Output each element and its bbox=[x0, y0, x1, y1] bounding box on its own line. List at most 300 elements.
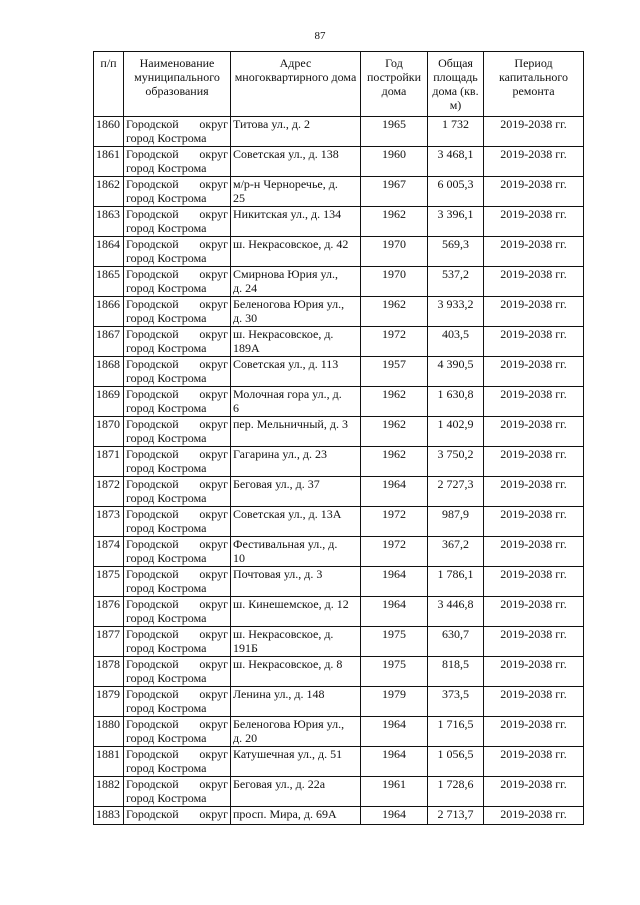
address-cell bbox=[231, 417, 361, 447]
period-cell bbox=[484, 687, 584, 717]
area-cell bbox=[428, 567, 484, 597]
row-number-text: 1872 bbox=[96, 477, 120, 491]
table-row bbox=[94, 297, 584, 327]
row-number bbox=[94, 147, 124, 177]
municipality-cell bbox=[124, 807, 231, 825]
municipality-cell bbox=[124, 447, 231, 477]
address-line1: просп. Мира, д. 69А bbox=[233, 807, 337, 821]
area-cell bbox=[428, 417, 484, 447]
table-row bbox=[94, 477, 584, 507]
municipality-word2: округ bbox=[199, 297, 228, 311]
area-cell bbox=[428, 627, 484, 657]
municipality-line1 bbox=[126, 507, 228, 521]
area-cell bbox=[428, 297, 484, 327]
table-row bbox=[94, 207, 584, 237]
area-cell bbox=[428, 357, 484, 387]
table-row bbox=[94, 507, 584, 537]
housing-registry-table bbox=[93, 51, 584, 825]
municipality-line1 bbox=[126, 777, 228, 791]
area-text: 630,7 bbox=[442, 627, 469, 641]
table-row bbox=[94, 627, 584, 657]
period-text: 2019-2038 гг. bbox=[500, 747, 567, 761]
municipality-word2: округ bbox=[199, 477, 228, 491]
municipality-line2: город Кострома bbox=[126, 701, 207, 715]
year-cell bbox=[361, 447, 428, 477]
row-number-text: 1868 bbox=[96, 357, 120, 371]
period-cell bbox=[484, 627, 584, 657]
row-number-text: 1869 bbox=[96, 387, 120, 401]
row-number-text: 1881 bbox=[96, 747, 120, 761]
municipality-word2: округ bbox=[199, 507, 228, 521]
municipality-word2: округ bbox=[199, 327, 228, 341]
year-text: 1961 bbox=[382, 777, 406, 791]
row-number-text: 1863 bbox=[96, 207, 120, 221]
period-cell bbox=[484, 807, 584, 825]
municipality-word2: округ bbox=[199, 747, 228, 761]
period-text: 2019-2038 гг. bbox=[500, 777, 567, 791]
area-text: 3 468,1 bbox=[437, 147, 474, 161]
header-municipality: Наименование муниципального образования bbox=[124, 52, 231, 117]
period-text: 2019-2038 гг. bbox=[500, 177, 567, 191]
row-number bbox=[94, 267, 124, 297]
municipality-line1 bbox=[126, 357, 228, 371]
row-number-text: 1861 bbox=[96, 147, 120, 161]
area-text: 3 446,8 bbox=[437, 597, 474, 611]
municipality-line1 bbox=[126, 657, 228, 671]
municipality-word1: Городской bbox=[126, 537, 179, 551]
municipality-word2: округ bbox=[199, 807, 228, 821]
municipality-line2: город Кострома bbox=[126, 671, 207, 685]
period-text: 2019-2038 гг. bbox=[500, 807, 567, 821]
municipality-line1 bbox=[126, 447, 228, 461]
municipality-cell bbox=[124, 597, 231, 627]
address-line2: 10 bbox=[233, 551, 245, 565]
municipality-word1: Городской bbox=[126, 117, 179, 131]
row-number-text: 1875 bbox=[96, 567, 120, 581]
municipality-cell bbox=[124, 297, 231, 327]
row-number bbox=[94, 627, 124, 657]
municipality-line2: город Кострома bbox=[126, 641, 207, 655]
municipality-line1 bbox=[126, 627, 228, 641]
address-line1: Беговая ул., д. 22а bbox=[233, 777, 326, 791]
address-cell bbox=[231, 447, 361, 477]
address-cell bbox=[231, 177, 361, 207]
row-number-text: 1874 bbox=[96, 537, 120, 551]
area-text: 1 786,1 bbox=[437, 567, 474, 581]
period-cell bbox=[484, 657, 584, 687]
area-cell bbox=[428, 147, 484, 177]
address-line1: Гагарина ул., д. 23 bbox=[233, 447, 327, 461]
year-text: 1962 bbox=[382, 297, 406, 311]
period-cell bbox=[484, 207, 584, 237]
address-cell bbox=[231, 567, 361, 597]
address-cell bbox=[231, 747, 361, 777]
municipality-line2: город Кострома bbox=[126, 131, 207, 145]
municipality-cell bbox=[124, 777, 231, 807]
municipality-line1 bbox=[126, 207, 228, 221]
period-cell bbox=[484, 267, 584, 297]
municipality-line2: город Кострома bbox=[126, 611, 207, 625]
address-line1: Советская ул., д. 113 bbox=[233, 357, 339, 371]
year-text: 1975 bbox=[382, 627, 406, 641]
area-text: 373,5 bbox=[442, 687, 469, 701]
municipality-cell bbox=[124, 357, 231, 387]
row-number-text: 1880 bbox=[96, 717, 120, 731]
municipality-line2: город Кострома bbox=[126, 761, 207, 775]
year-cell bbox=[361, 207, 428, 237]
period-text: 2019-2038 гг. bbox=[500, 627, 567, 641]
table-row bbox=[94, 447, 584, 477]
municipality-word2: округ bbox=[199, 117, 228, 131]
table-row bbox=[94, 387, 584, 417]
row-number-text: 1865 bbox=[96, 267, 120, 281]
address-line1: ш. Кинешемское, д. 12 bbox=[233, 597, 349, 611]
municipality-cell bbox=[124, 687, 231, 717]
municipality-word1: Городской bbox=[126, 177, 179, 191]
municipality-line2: город Кострома bbox=[126, 431, 207, 445]
area-cell bbox=[428, 387, 484, 417]
row-number-text: 1883 bbox=[96, 807, 120, 821]
row-number bbox=[94, 327, 124, 357]
municipality-cell bbox=[124, 237, 231, 267]
address-line1: Смирнова Юрия ул., bbox=[233, 267, 339, 281]
municipality-word1: Городской bbox=[126, 507, 179, 521]
year-cell bbox=[361, 417, 428, 447]
municipality-cell bbox=[124, 387, 231, 417]
row-number-text: 1862 bbox=[96, 177, 120, 191]
area-text: 3 750,2 bbox=[437, 447, 474, 461]
municipality-word1: Городской bbox=[126, 237, 179, 251]
year-cell bbox=[361, 357, 428, 387]
area-text: 6 005,3 bbox=[437, 177, 474, 191]
table-row bbox=[94, 327, 584, 357]
area-text: 1 402,9 bbox=[437, 417, 474, 431]
municipality-word2: округ bbox=[199, 627, 228, 641]
municipality-word2: округ bbox=[199, 237, 228, 251]
municipality-word2: округ bbox=[199, 447, 228, 461]
municipality-line2: город Кострома bbox=[126, 161, 207, 175]
municipality-line2: город Кострома bbox=[126, 251, 207, 265]
period-text: 2019-2038 гг. bbox=[500, 207, 567, 221]
municipality-word2: округ bbox=[199, 687, 228, 701]
address-cell bbox=[231, 537, 361, 567]
area-text: 3 933,2 bbox=[437, 297, 474, 311]
area-cell bbox=[428, 477, 484, 507]
address-line2: д. 20 bbox=[233, 731, 258, 745]
row-number-text: 1877 bbox=[96, 627, 120, 641]
address-line1: ш. Некрасовское, д. 8 bbox=[233, 657, 343, 671]
municipality-word2: округ bbox=[199, 777, 228, 791]
municipality-line2: город Кострома bbox=[126, 311, 207, 325]
municipality-cell bbox=[124, 717, 231, 747]
area-cell bbox=[428, 267, 484, 297]
row-number bbox=[94, 417, 124, 447]
row-number bbox=[94, 297, 124, 327]
year-text: 1957 bbox=[382, 357, 406, 371]
municipality-word2: округ bbox=[199, 597, 228, 611]
row-number bbox=[94, 357, 124, 387]
municipality-word1: Городской bbox=[126, 747, 179, 761]
year-text: 1964 bbox=[382, 597, 406, 611]
municipality-word2: округ bbox=[199, 417, 228, 431]
area-cell bbox=[428, 447, 484, 477]
municipality-word2: округ bbox=[199, 267, 228, 281]
year-text: 1972 bbox=[382, 507, 406, 521]
municipality-word2: округ bbox=[199, 357, 228, 371]
area-text: 1 716,5 bbox=[437, 717, 474, 731]
period-text: 2019-2038 гг. bbox=[500, 597, 567, 611]
year-text: 1970 bbox=[382, 267, 406, 281]
municipality-word2: округ bbox=[199, 537, 228, 551]
area-text: 1 728,6 bbox=[437, 777, 474, 791]
period-cell bbox=[484, 777, 584, 807]
row-number bbox=[94, 447, 124, 477]
area-cell bbox=[428, 807, 484, 825]
address-cell bbox=[231, 627, 361, 657]
address-line1: Молочная гора ул., д. bbox=[233, 387, 342, 401]
area-cell bbox=[428, 177, 484, 207]
header-address: Адрес многоквартирного дома bbox=[231, 52, 361, 117]
row-number bbox=[94, 507, 124, 537]
table-row bbox=[94, 597, 584, 627]
period-cell bbox=[484, 507, 584, 537]
year-text: 1975 bbox=[382, 657, 406, 671]
area-text: 569,3 bbox=[442, 237, 469, 251]
municipality-word1: Городской bbox=[126, 597, 179, 611]
municipality-cell bbox=[124, 657, 231, 687]
address-cell bbox=[231, 657, 361, 687]
address-line1: Советская ул., д. 138 bbox=[233, 147, 339, 161]
row-number-text: 1882 bbox=[96, 777, 120, 791]
year-cell bbox=[361, 687, 428, 717]
municipality-line1 bbox=[126, 417, 228, 431]
municipality-word2: округ bbox=[199, 567, 228, 581]
address-line1: Фестивальная ул., д. bbox=[233, 537, 338, 551]
municipality-word1: Городской bbox=[126, 357, 179, 371]
period-text: 2019-2038 гг. bbox=[500, 237, 567, 251]
municipality-word1: Городской bbox=[126, 147, 179, 161]
area-cell bbox=[428, 597, 484, 627]
period-text: 2019-2038 гг. bbox=[500, 477, 567, 491]
municipality-line1 bbox=[126, 567, 228, 581]
year-text: 1962 bbox=[382, 417, 406, 431]
row-number-text: 1879 bbox=[96, 687, 120, 701]
period-text: 2019-2038 гг. bbox=[500, 537, 567, 551]
year-text: 1960 bbox=[382, 147, 406, 161]
municipality-line1 bbox=[126, 477, 228, 491]
period-cell bbox=[484, 147, 584, 177]
address-line2: д. 24 bbox=[233, 281, 258, 295]
year-cell bbox=[361, 177, 428, 207]
row-number bbox=[94, 777, 124, 807]
municipality-word1: Городской bbox=[126, 267, 179, 281]
address-line1: Беговая ул., д. 37 bbox=[233, 477, 320, 491]
municipality-word2: округ bbox=[199, 177, 228, 191]
table-row bbox=[94, 807, 584, 825]
period-text: 2019-2038 гг. bbox=[500, 657, 567, 671]
area-text: 2 713,7 bbox=[437, 807, 474, 821]
address-cell bbox=[231, 237, 361, 267]
period-text: 2019-2038 гг. bbox=[500, 567, 567, 581]
municipality-line2: город Кострома bbox=[126, 221, 207, 235]
year-text: 1972 bbox=[382, 327, 406, 341]
year-cell bbox=[361, 387, 428, 417]
year-cell bbox=[361, 117, 428, 147]
municipality-cell bbox=[124, 477, 231, 507]
address-cell bbox=[231, 507, 361, 537]
municipality-line1 bbox=[126, 267, 228, 281]
municipality-word2: округ bbox=[199, 657, 228, 671]
period-text: 2019-2038 гг. bbox=[500, 357, 567, 371]
municipality-line2: город Кострома bbox=[126, 401, 207, 415]
address-cell bbox=[231, 807, 361, 825]
period-cell bbox=[484, 567, 584, 597]
period-text: 2019-2038 гг. bbox=[500, 327, 567, 341]
address-line1: Почтовая ул., д. 3 bbox=[233, 567, 323, 581]
municipality-line2: город Кострома bbox=[126, 281, 207, 295]
period-text: 2019-2038 гг. bbox=[500, 387, 567, 401]
row-number bbox=[94, 207, 124, 237]
address-cell bbox=[231, 267, 361, 297]
area-text: 403,5 bbox=[442, 327, 469, 341]
period-cell bbox=[484, 357, 584, 387]
municipality-line2: город Кострома bbox=[126, 521, 207, 535]
area-cell bbox=[428, 657, 484, 687]
municipality-line1 bbox=[126, 177, 228, 191]
year-cell bbox=[361, 237, 428, 267]
address-cell bbox=[231, 297, 361, 327]
municipality-line1 bbox=[126, 717, 228, 731]
address-line1: ш. Некрасовское, д. bbox=[233, 627, 334, 641]
municipality-line1 bbox=[126, 747, 228, 761]
area-text: 1 732 bbox=[442, 117, 469, 131]
municipality-line2: город Кострома bbox=[126, 491, 207, 505]
period-cell bbox=[484, 597, 584, 627]
area-text: 1 630,8 bbox=[437, 387, 474, 401]
municipality-word1: Городской bbox=[126, 777, 179, 791]
municipality-line1 bbox=[126, 327, 228, 341]
year-text: 1970 bbox=[382, 237, 406, 251]
address-line1: м/р-н Черноречье, д. bbox=[233, 177, 338, 191]
municipality-word1: Городской bbox=[126, 567, 179, 581]
area-cell bbox=[428, 537, 484, 567]
year-text: 1964 bbox=[382, 477, 406, 491]
header-year: Год постройки дома bbox=[361, 52, 428, 117]
year-cell bbox=[361, 747, 428, 777]
municipality-line2: город Кострома bbox=[126, 461, 207, 475]
year-text: 1962 bbox=[382, 447, 406, 461]
row-number-text: 1870 bbox=[96, 417, 120, 431]
address-line1: Катушечная ул., д. 51 bbox=[233, 747, 343, 761]
municipality-line1 bbox=[126, 687, 228, 701]
period-cell bbox=[484, 477, 584, 507]
year-text: 1962 bbox=[382, 387, 406, 401]
year-cell bbox=[361, 597, 428, 627]
year-text: 1967 bbox=[382, 177, 406, 191]
municipality-line2: город Кострома bbox=[126, 791, 207, 805]
area-cell bbox=[428, 207, 484, 237]
period-text: 2019-2038 гг. bbox=[500, 297, 567, 311]
municipality-word1: Городской bbox=[126, 447, 179, 461]
table-row bbox=[94, 537, 584, 567]
table-row bbox=[94, 117, 584, 147]
header-period: Период капитального ремонта bbox=[484, 52, 584, 117]
year-cell bbox=[361, 567, 428, 597]
table-row bbox=[94, 417, 584, 447]
table-header-row bbox=[94, 52, 584, 117]
year-cell bbox=[361, 507, 428, 537]
header-num: п/п bbox=[94, 52, 124, 117]
table-row bbox=[94, 237, 584, 267]
municipality-word1: Городской bbox=[126, 207, 179, 221]
municipality-line1 bbox=[126, 237, 228, 251]
municipality-word2: округ bbox=[199, 387, 228, 401]
year-text: 1964 bbox=[382, 717, 406, 731]
row-number bbox=[94, 687, 124, 717]
address-cell bbox=[231, 357, 361, 387]
period-cell bbox=[484, 387, 584, 417]
page-number: 87 bbox=[314, 30, 326, 42]
table-row bbox=[94, 657, 584, 687]
municipality-line2: город Кострома bbox=[126, 341, 207, 355]
area-text: 4 390,5 bbox=[437, 357, 474, 371]
municipality-cell bbox=[124, 117, 231, 147]
year-text: 1964 bbox=[382, 807, 406, 821]
address-line1: ш. Некрасовское, д. 42 bbox=[233, 237, 349, 251]
municipality-word1: Городской bbox=[126, 687, 179, 701]
year-cell bbox=[361, 297, 428, 327]
address-line2: 6 bbox=[233, 401, 239, 415]
municipality-line1 bbox=[126, 117, 228, 131]
period-text: 2019-2038 гг. bbox=[500, 147, 567, 161]
address-line2: д. 30 bbox=[233, 311, 258, 325]
year-cell bbox=[361, 777, 428, 807]
row-number-text: 1860 bbox=[96, 117, 120, 131]
table-body bbox=[94, 117, 584, 825]
municipality-word1: Городской bbox=[126, 297, 179, 311]
row-number-text: 1864 bbox=[96, 237, 120, 251]
area-text: 367,2 bbox=[442, 537, 469, 551]
address-cell bbox=[231, 717, 361, 747]
area-cell bbox=[428, 777, 484, 807]
period-cell bbox=[484, 117, 584, 147]
address-line1: Беленогова Юрия ул., bbox=[233, 297, 345, 311]
row-number-text: 1873 bbox=[96, 507, 120, 521]
area-text: 818,5 bbox=[442, 657, 469, 671]
period-cell bbox=[484, 717, 584, 747]
year-text: 1965 bbox=[382, 117, 406, 131]
area-cell bbox=[428, 237, 484, 267]
address-line1: Титова ул., д. 2 bbox=[233, 117, 310, 131]
row-number bbox=[94, 657, 124, 687]
table-row bbox=[94, 177, 584, 207]
municipality-cell bbox=[124, 567, 231, 597]
row-number-text: 1871 bbox=[96, 447, 120, 461]
address-cell bbox=[231, 687, 361, 717]
municipality-cell bbox=[124, 267, 231, 297]
year-text: 1962 bbox=[382, 207, 406, 221]
row-number bbox=[94, 717, 124, 747]
row-number bbox=[94, 387, 124, 417]
row-number-text: 1878 bbox=[96, 657, 120, 671]
address-line1: пер. Мельничный, д. 3 bbox=[233, 417, 348, 431]
year-cell bbox=[361, 327, 428, 357]
municipality-cell bbox=[124, 327, 231, 357]
row-number bbox=[94, 477, 124, 507]
period-cell bbox=[484, 417, 584, 447]
table-row bbox=[94, 777, 584, 807]
address-cell bbox=[231, 387, 361, 417]
